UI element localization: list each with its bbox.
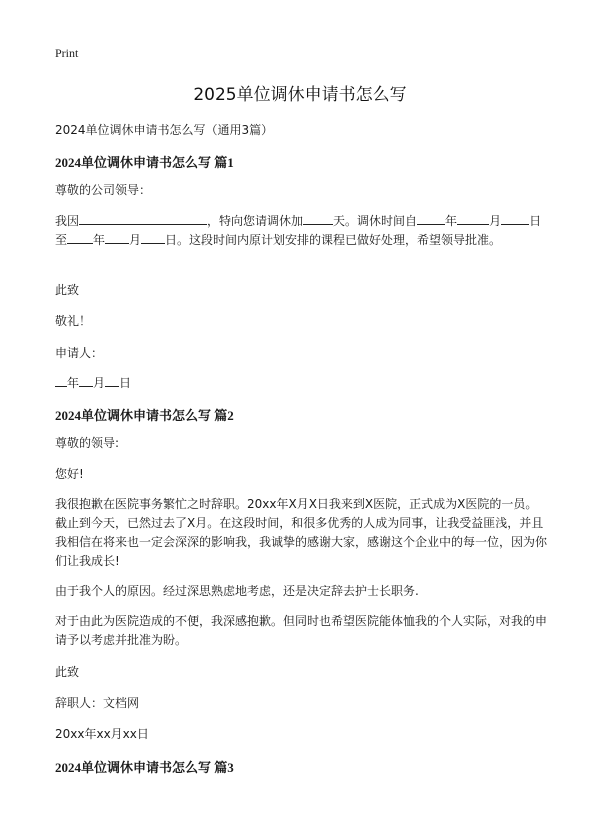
body-text: 我因 [55, 214, 80, 228]
document-subtitle: 2024单位调休申请书怎么写（通用3篇） [55, 123, 274, 137]
section1-applicant: 申请人： [55, 346, 104, 360]
body-text: ，特向您请调休加 [207, 214, 304, 228]
section2-date: 20xx年xx月xx日 [55, 727, 149, 741]
blank-reason [79, 212, 207, 225]
section1-salutation: 尊敬的公司领导： [55, 183, 152, 197]
body-text: 天。调休时间自 [333, 214, 418, 228]
document-title: 2025单位调休申请书怎么写 [193, 85, 407, 105]
blank-start-month [457, 212, 489, 225]
body-text: 年 [445, 214, 458, 228]
body-text: 月 [489, 214, 502, 228]
section1-body [55, 212, 547, 250]
body-text: 日至 [55, 214, 542, 247]
section2-para2: 由于我个人的原因。经过深思熟虑地考虑，还是决定辞去护士长职务. [55, 584, 419, 598]
body-text: 月 [129, 233, 142, 247]
section1-heading: 2024单位调休申请书怎么写 篇1 [55, 155, 234, 170]
date-text: 日 [119, 376, 132, 390]
blank-end-month [105, 231, 129, 244]
section2-salutation: 尊敬的领导: [55, 436, 120, 450]
body-text: 日。这段时间内原计划安排的课程已做好处理，希望领导批准。 [165, 233, 502, 247]
blank-start-year [417, 212, 445, 225]
blank-days [303, 212, 333, 225]
print-link[interactable]: Print [55, 46, 79, 60]
section3-heading: 2024单位调休申请书怎么写 篇3 [55, 760, 234, 775]
body-text: 年 [93, 233, 106, 247]
blank-end-day [141, 231, 165, 244]
section1-closing: 此致 [55, 283, 80, 297]
date-text: 年 [67, 376, 80, 390]
section2-signer: 辞职人：文档网 [55, 696, 140, 710]
blank-sign-month [79, 374, 93, 387]
date-text: 月 [93, 376, 106, 390]
section1-date [55, 374, 547, 393]
blank-sign-year [55, 374, 67, 387]
section2-heading: 2024单位调休申请书怎么写 篇2 [55, 408, 234, 423]
section2-para1: 我很抱歉在医院事务繁忙之时辞职。20xx年X月X日我来到X医院，正式成为X医院的一员。截止到今天，已然过去了X月。在这段时间，和很多优秀的人成为同事，让我受益匪浅，并且我相信在将来也一定会深深的影响我，我诚挚的感谢大家，感谢这个企业中的每一位，因为你们让我成长! [55, 497, 548, 568]
blank-sign-day [105, 374, 119, 387]
section1-regards: 敬礼！ [55, 314, 92, 328]
section2-closing: 此致 [55, 665, 80, 679]
section2-para3: 对于由此为医院造成的不便，我深感抱歉。但同时也希望医院能体恤我的个人实际，对我的申请予以考虑并批准为盼。 [55, 614, 548, 647]
blank-start-day [501, 212, 529, 225]
section2-greeting: 您好! [55, 467, 84, 481]
blank-end-year [67, 231, 93, 244]
